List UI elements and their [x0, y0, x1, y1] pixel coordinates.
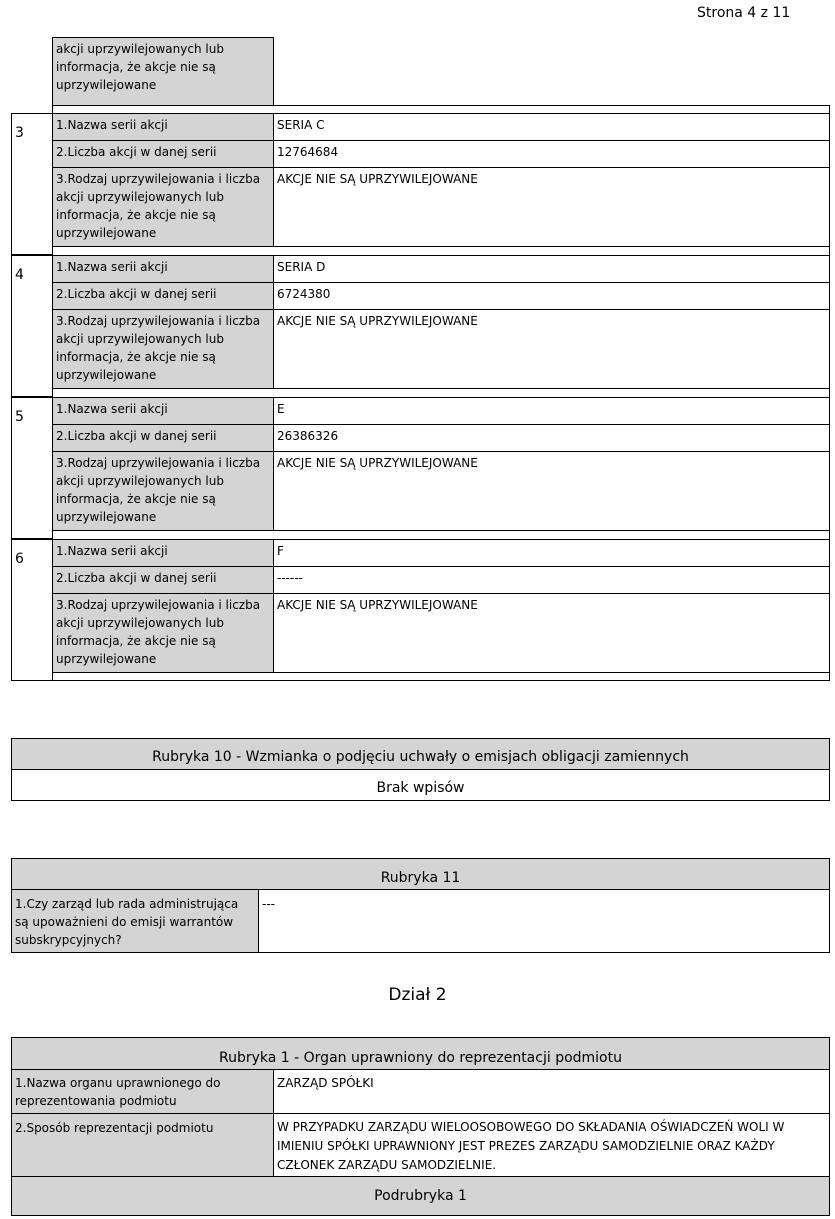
separator [52, 672, 830, 681]
series-pref-value: AKCJE NIE SĄ UPRZYWILEJOWANE [273, 309, 830, 389]
series-name-label: 1.Nazwa serii akcji [52, 397, 274, 425]
organ-label: 1.Nazwa organu uprawnionego do reprezentowania podmiotu [11, 1069, 274, 1114]
series-pref-value: AKCJE NIE SĄ UPRZYWILEJOWANE [273, 167, 830, 247]
series-count-value: 6724380 [273, 282, 830, 310]
rubryka10-title: Rubryka 10 - Wzmianka o podjęciu uchwały o emisjach obligacji zamiennych [11, 738, 830, 770]
series-count-value: 26386326 [273, 424, 830, 452]
series-number: 6 [15, 551, 24, 567]
series-count-label: 2.Liczba akcji w danej serii [52, 566, 274, 594]
series-pref-label: 3.Rodzaj uprzywilejowania i liczba akcji uprzywilejowanych lub informacja, że akcje nie są uprzywilejowane [52, 593, 274, 673]
podrubryka-title: Podrubryka 1 [11, 1176, 830, 1216]
series-number: 5 [15, 409, 24, 425]
warrants-question-label: 1.Czy zarząd lub rada administrująca są upoważnieni do emisji warrantów subskrypcyjnych? [11, 889, 259, 953]
separator [52, 388, 830, 397]
pref-label-continued: akcji uprzywilejowanych lub informacja, że akcje nie są uprzywilejowane [52, 37, 274, 106]
series-name-value: F [273, 539, 830, 567]
series-name-value: SERIA D [273, 255, 830, 283]
rubryka11-title: Rubryka 11 [11, 858, 830, 890]
series-name-value: E [273, 397, 830, 425]
section-title: Dział 2 [388, 985, 447, 1005]
series-pref-value: AKCJE NIE SĄ UPRZYWILEJOWANE [273, 593, 830, 673]
rubryka10-empty: Brak wpisów [11, 769, 830, 801]
series-count-label: 2.Liczba akcji w danej serii [52, 282, 274, 310]
series-count-label: 2.Liczba akcji w danej serii [52, 140, 274, 168]
series-pref-label: 3.Rodzaj uprzywilejowania i liczba akcji uprzywilejowanych lub informacja, że akcje nie są uprzywilejowane [52, 309, 274, 389]
warrants-question-value: --- [258, 889, 830, 953]
series-count-value: 12764684 [273, 140, 830, 168]
series-name-label: 1.Nazwa serii akcji [52, 539, 274, 567]
page-number: Strona 4 z 11 [697, 5, 791, 21]
separator [52, 530, 830, 539]
series-pref-label: 3.Rodzaj uprzywilejowania i liczba akcji uprzywilejowanych lub informacja, że akcje nie są uprzywilejowane [52, 451, 274, 531]
rubryka1-title: Rubryka 1 - Organ uprawniony do reprezentacji podmiotu [11, 1037, 830, 1070]
representation-method-label: 2.Sposób reprezentacji podmiotu [11, 1113, 274, 1177]
organ-value: ZARZĄD SPÓŁKI [273, 1069, 830, 1114]
series-name-value: SERIA C [273, 113, 830, 141]
series-pref-value: AKCJE NIE SĄ UPRZYWILEJOWANE [273, 451, 830, 531]
series-count-value: ------ [273, 566, 830, 594]
series-count-label: 2.Liczba akcji w danej serii [52, 424, 274, 452]
series-name-label: 1.Nazwa serii akcji [52, 255, 274, 283]
series-name-label: 1.Nazwa serii akcji [52, 113, 274, 141]
series-pref-label: 3.Rodzaj uprzywilejowania i liczba akcji uprzywilejowanych lub informacja, że akcje nie są uprzywilejowane [52, 167, 274, 247]
separator [52, 246, 830, 255]
series-number: 4 [15, 267, 24, 283]
representation-method-value: W PRZYPADKU ZARZĄDU WIELOOSOBOWEGO DO SKŁADANIA OŚWIADCZEŃ WOLI W IMIENIU SPÓŁKI UPRAWNIONY JEST PREZES ZARZĄDU SAMODZIELNIE ORAZ KAŻDY CZŁONEK ZARZĄDU SAMODZIELNIE. [273, 1113, 830, 1177]
series-number: 3 [15, 125, 24, 141]
